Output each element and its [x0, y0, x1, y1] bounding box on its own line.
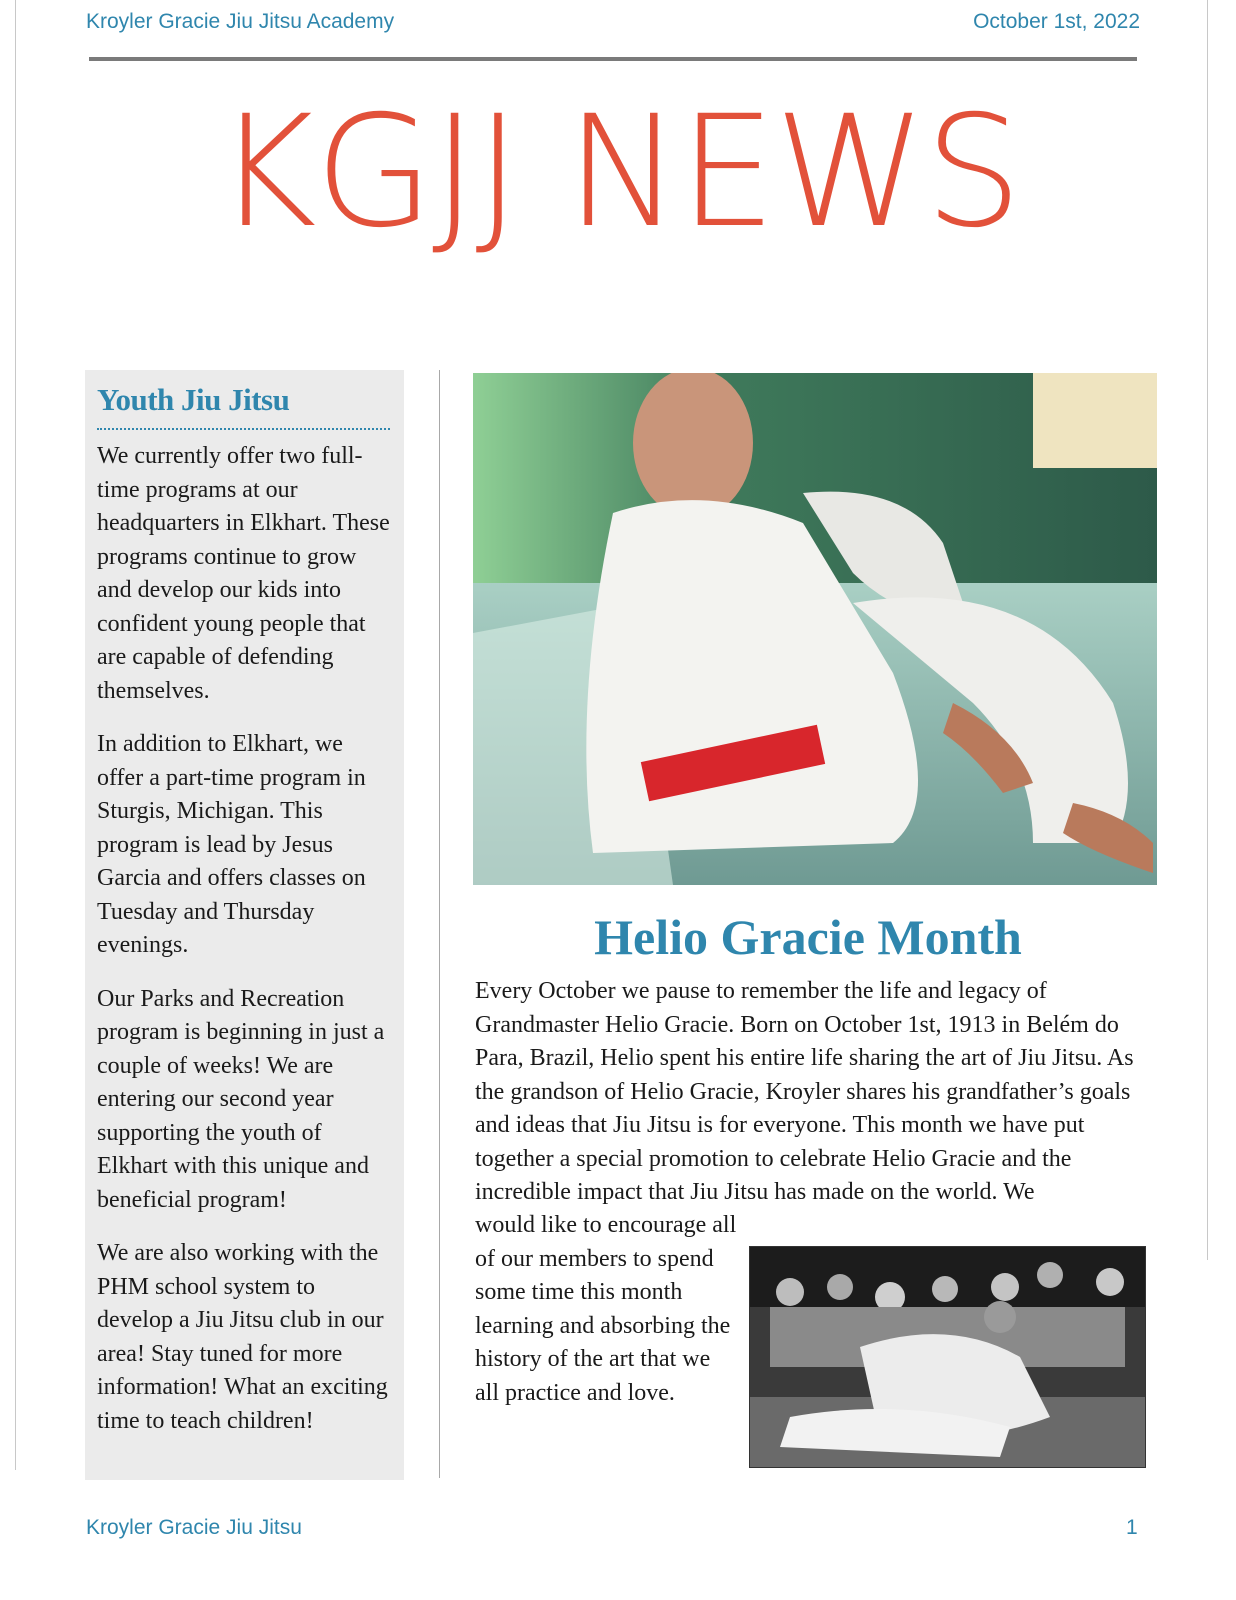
footer-academy-name: Kroyler Gracie Jiu Jitsu — [86, 1516, 302, 1539]
header-date: October 1st, 2022 — [973, 10, 1140, 33]
article-title: Helio Gracie Month — [594, 909, 1022, 965]
sidebar-title: Youth Jiu Jitsu — [97, 382, 390, 430]
sidebar-youth-jiu-jitsu — [85, 370, 404, 1480]
historic-jiu-jitsu-photo — [749, 1246, 1146, 1468]
footer-page-number: 1 — [1126, 1516, 1138, 1539]
article-body — [475, 975, 1155, 1210]
header-rule — [89, 57, 1137, 61]
sidebar-paragraph: Our Parks and Recreation program is beginning in just a couple of weeks! We are entering our second year supporting the youth of Elkhart with this unique and beneficial program! — [97, 985, 385, 1213]
article-paragraph: Every October we pause to remember the life and legacy of Grandmaster Helio Gracie. Born on October 1st, 1913 in Belém do Para, Brazil, Helio spent his entire life sharing the art of Jiu Jitsu. As the grandson of Helio Gracie, Kroyler shares his grandfather’s goals and ideas that Jiu Jitsu is for everyone. This month we have put together a special promotion to celebrate Helio Gracie and the incredible impact that Jiu Jitsu has made on the world. We — [475, 978, 1134, 1205]
header-academy-name: Kroyler Gracie Jiu Jitsu Academy — [86, 10, 395, 33]
sidebar-paragraph: We are also working with the PHM school system to develop a Jiu Jitsu club in our area! Stay tuned for more information! What an exciting time to teach children! — [97, 1240, 388, 1434]
sidebar-paragraph: In addition to Elkhart, we offer a part-time program in Sturgis, Michigan. This program is lead by Jesus Garcia and offers classes on Tuesday and Thursday evenings. — [97, 731, 366, 958]
column-divider — [439, 370, 440, 1478]
article-paragraph-continued: would like to encourage all of our members to spend some time this month learning and absorbing the history of the art that we all practice and love. — [475, 1212, 737, 1406]
masthead-title: KGJJ NEWS — [215, 83, 1021, 262]
helio-gracie-photo — [473, 373, 1157, 885]
sidebar-paragraph: We currently offer two full-time programs at our headquarters in Elkhart. These programs continue to grow and develop our kids into confident young people that are capable of defending themselves. — [97, 443, 390, 704]
